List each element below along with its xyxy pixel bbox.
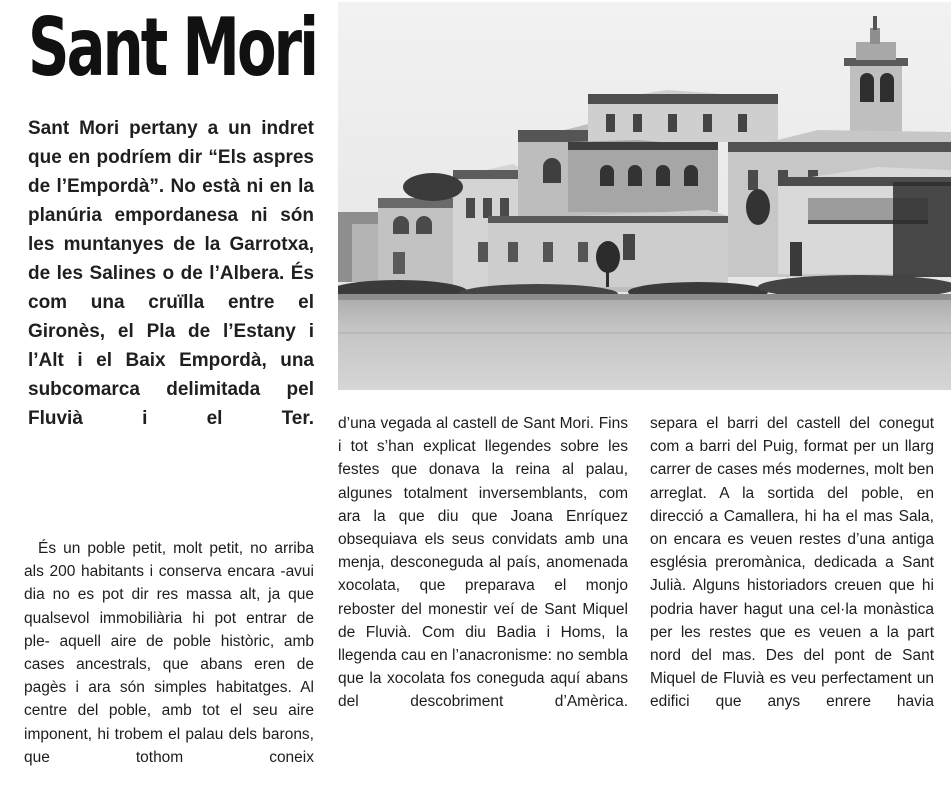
village-photo-illustration xyxy=(338,2,951,390)
body-column-2: d’una vegada al castell de Sant Mori. Fins i tot s’han explicat llegendes sobre les festes que donava la reina al palau, algunes totalment inversemblants, com ara la que diu que Joana Enríquez obsequiava els seus convidats amb una menja, desconeguda al país, anomenada xocolata, que preparava el monjo reboster del monestir veí de Sant Miquel de Fluvià. Com diu Badia i Homs, la llegenda cau en l’anacronisme: no sembla que la xocolata fos coneguda aquí abans del descobriment d’Amèrica. xyxy=(338,415,628,711)
village-photo xyxy=(338,2,951,390)
article-lead: Sant Mori pertany a un indret que en podríem dir “Els aspres de l’Empordà”. No està ni en la planúria empordanesa ni són les muntanyes de la Garrotxa, de les Salines o de l’Albera. És com una cruïlla entre el Gironès, el Pla de l’Estany i l’Alt i el Baix Empordà, una subcomarca delimitada pel Fluvià i el Ter. xyxy=(28,118,314,429)
article-title: Sant Mori xyxy=(28,1,317,94)
body-column-1: És un poble petit, molt petit, no arriba als 200 habitants i conserva encara -avui dia no es pot dir res massa alt, ja que qualsevol immobiliària hi pot entrar de ple- aquell aire de poble històric, amb cases ancestrals, que abans eren de pagès i ara són simples habitatges. Al centre del poble, amb tot el seu aire imponent, hi trobem el palau dels barons, que tothom coneix xyxy=(24,540,314,766)
body-column-3: separa el barri del castell del conegut com a barri del Puig, format per un llarg carrer de cases més modernes, molt ben arreglat. A la sortida del poble, en direcció a Camallera, hi ha el mas Sala, on encara es veuen restes d’una antiga església preromànica, dedicada a Sant Julià. Alguns historiadors creuen que hi podria haver hagut una cel·la monàstica per les restes que es veuen a la part nord del mas. Des del pont de Sant Miquel de Fluvià es veu perfectament un edifici que anys enrere havia xyxy=(650,415,934,711)
